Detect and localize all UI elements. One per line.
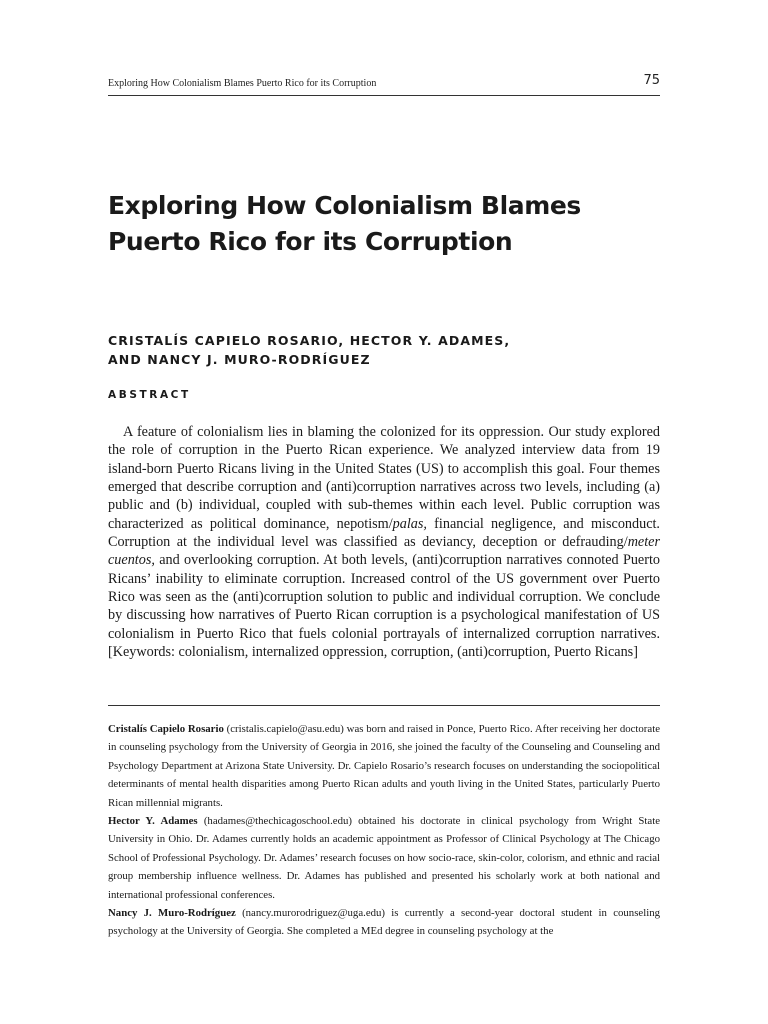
author-bios: [108, 720, 660, 941]
bio-text: (nancy.murorodriguez@uga.edu) is currently a second-year doctoral student in counseling psychology at the University of Georgia. She completed a MEd degree in counseling psychology at the: [108, 907, 660, 938]
author-line-2: AND NANCY J. MURO-RODRÍGUEZ: [108, 352, 371, 367]
abstract-body: [108, 423, 660, 661]
running-head-title: Exploring How Colonialism Blames Puerto Rico for its Corruption: [108, 78, 377, 89]
abstract-term-palas: palas,: [392, 515, 427, 532]
bio-text: (cristalis.capielo@asu.edu) was born and raised in Ponce, Puerto Rico. After receiving her doctorate in counseling psychology from the University of Georgia in 2016, she joined the faculty of the Counseling and Counseling and Psychology Department at Arizona State University. Dr. Capielo Rosario’s research focuses on understanding the sociopolitical determinants of mental health disparities among Puerto Rican adults and youth living in the United States, particularly Puerto Rican millennial migrants.: [108, 723, 660, 809]
abstract-text-part-2: financial negligence, and misconduct. Corruption at the individual level was classified as deviancy, deception or defrauding/: [108, 515, 660, 551]
author-bio-adames: [108, 812, 660, 904]
abstract-text-part-3: and overlooking corruption. At both levels, (anti)corruption narratives connoted Puerto Ricans’ inability to eliminate corruption. Increased control of the US government over Puerto Rico was seen as the (anti)corruption solution to public and individual corruption. We conclude by discussing how narratives of Puerto Rican corruption is a psychological manifestation of US colonialism in Puerto Rico that fuels colonial portrayals of internalized corruption narratives. [Keywords: colonialism, internalized oppression, corruption, (anti)corruption, Puerto Ricans]: [108, 552, 660, 661]
author-bio-capielo: [108, 720, 660, 812]
bio-name: Hector Y. Adames: [108, 815, 198, 828]
running-head: [108, 73, 660, 96]
author-line-1: CRISTALÍS CAPIELO ROSARIO, HECTOR Y. ADAMES,: [108, 333, 511, 348]
abstract-text-part-1: A feature of colonialism lies in blaming the colonized for its oppression. Our study explored the role of corruption in the Puerto Rican experience. We analyzed interview data from 19 island-born Puerto Ricans living in the United States (US) to accomplish this goal. Four themes emerged that describe corruption and (anti)corruption narratives across two levels, including (a) public and (b) individual, coupled with sub-themes within each level. Public corruption was characterized as political dominance, nepotism/: [108, 424, 660, 532]
article-title-line-2: Puerto Rico for its Corruption: [108, 227, 513, 256]
page-number: 75: [643, 73, 660, 88]
abstract-term-meter-cuentos: meter cuentos,: [108, 534, 660, 569]
article-title: [108, 188, 660, 260]
abstract-heading: ABSTRACT: [108, 389, 191, 401]
section-divider: [108, 705, 660, 706]
article-title-line-1: Exploring How Colonialism Blames: [108, 191, 581, 220]
bio-text: (hadames@thechicagoschool.edu) obtained his doctorate in clinical psychology from Wright State University in Ohio. Dr. Adames currently holds an academic appointment as Professor of Clinical Psychology at The Chicago School of Professional Psychology. Dr. Adames’ research focuses on how socio-race, skin-color, colorism, and ethnic and racial group membership influence wellness. Dr. Adames has published and presented his scholarly work at both national and international professional conferences.: [108, 815, 661, 901]
bio-name: Nancy J. Muro-Rodríguez: [108, 907, 236, 920]
bio-name: Cristalís Capielo Rosario: [108, 723, 224, 735]
author-bio-muro: [108, 904, 660, 941]
author-list: [108, 331, 660, 369]
